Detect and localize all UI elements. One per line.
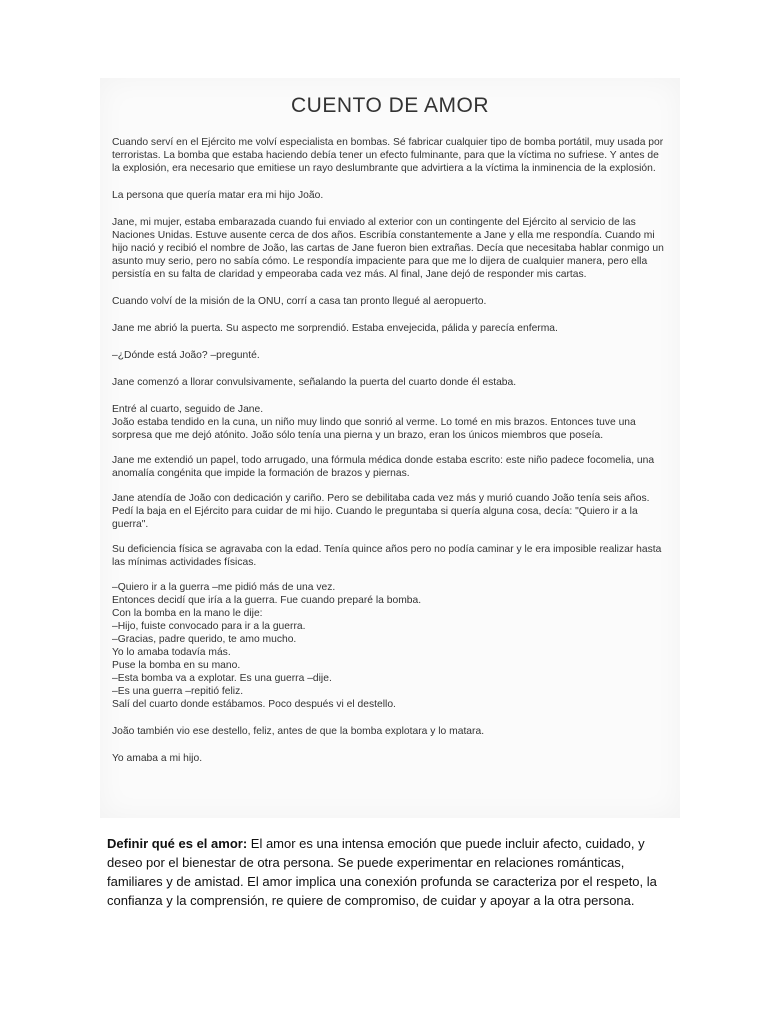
love-definition	[107, 834, 673, 910]
story-title: CUENTO DE AMOR	[291, 94, 489, 117]
dialogue-line: Salí del cuarto donde estábamos. Poco después vi el destello.	[112, 699, 396, 710]
story-paragraph-8	[112, 403, 668, 442]
dialogue-line: –Gracias, padre querido, te amo mucho.	[112, 634, 297, 645]
story-paragraph-10: Jane atendía de João con dedicación y cariño. Pero se debilitaba cada vez más y murió cuando João tenía seis años. Pedí la baja en el Ejército para cuidar de mi hijo. Cuando le preguntaba si quería alguna cosa, decía: "Quiero ir a la guerra".	[112, 493, 650, 530]
dialogue-line: Yo lo amaba todavía más.	[112, 647, 231, 658]
dialogue-line: –Hijo, fuiste convocado para ir a la guerra.	[112, 621, 306, 632]
story-paragraph-1: Cuando serví en el Ejército me volví especialista en bombas. Sé fabricar cualquier tipo de bomba portátil, muy usada por terroristas. La bomba que estaba haciendo debía tener un efecto fulminante, para que la víctima no sufriese. Y antes de la explosión, era necesario que emitiese un rayo deslumbrante que advirtiera a la víctima la inminencia de la explosión.	[112, 137, 664, 174]
dialogue-line: Puse la bomba en su mano.	[112, 660, 241, 671]
story-paragraph-2: La persona que quería matar era mi hijo João.	[112, 190, 324, 201]
story-line-enter-room: Entré al cuarto, seguido de Jane.	[112, 404, 264, 415]
story-paragraph-5: Jane me abrió la puerta. Su aspecto me sorprendió. Estaba envejecida, pálida y parecía enferma.	[112, 323, 558, 334]
definition-text: El amor es una intensa emoción que puede incluir afecto, cuidado, y deseo por el bienestar de otra persona. Se puede experimentar en relaciones románticas, familiares y de amistad. El amor implica una conexión profunda se caracteriza por el respeto, la confianza y la comprensión, re quiere de compromiso, de cuidar y apoyar a la otra persona.	[107, 836, 657, 908]
story-paragraph-11: Su deficiencia física se agravaba con la edad. Tenía quince años pero no podía caminar y le era imposible realizar hasta las mínimas actividades físicas.	[112, 544, 662, 568]
story-body	[112, 136, 668, 779]
story-paragraph-7: Jane comenzó a llorar convulsivamente, señalando la puerta del cuarto donde él estaba.	[112, 377, 517, 388]
dialogue-line: Con la bomba en la mano le dije:	[112, 608, 263, 619]
story-paragraph-6: –¿Dónde está João? –pregunté.	[112, 350, 260, 361]
dialogue-line: –Es una guerra –repitió feliz.	[112, 686, 244, 697]
story-ending-2: Yo amaba a mi hijo.	[112, 753, 203, 764]
story-line-joao-crib: João estaba tendido en la cuna, un niño muy lindo que sonrió al verme. Lo tomé en mis brazos. Entonces tuve una sorpresa que me dejó atónito. João sólo tenía una pierna y un brazo, eran los únicos miembros que poseía.	[112, 417, 636, 441]
story-paragraph-4: Cuando volví de la misión de la ONU, corrí a casa tan pronto llegué al aeropuerto.	[112, 296, 487, 307]
story-dialogue	[112, 581, 668, 711]
story-paragraph-3: Jane, mi mujer, estaba embarazada cuando fui enviado al exterior con un contingente del Ejército al servicio de las Naciones Unidas. Estuve ausente cerca de dos años. Escribía constantemente a Jane y ella me respondía. Cuando mi hijo nació y recibió el nombre de João, las cartas de Jane fueron bien extrañas. Decía que necesitaba hablar conmigo un asunto muy serio, pero no sabía cómo. Le respondía impaciente para que me lo dijera de cualquier manera, pero ella persistía en su falta de claridad y empeoraba cada vez más. Al final, Jane dejó de responder mis cartas.	[112, 217, 664, 280]
dialogue-line: –Quiero ir a la guerra –me pidió más de una vez.	[112, 582, 336, 593]
dialogue-line: Entonces decidí que iría a la guerra. Fue cuando preparé la bomba.	[112, 595, 422, 606]
scanned-story-image	[100, 78, 680, 818]
story-ending-1: João también vio ese destello, feliz, antes de que la bomba explotara y lo matara.	[112, 726, 485, 737]
definition-label: Definir qué es el amor:	[107, 836, 248, 851]
story-paragraph-9: Jane me extendió un papel, todo arrugado, una fórmula médica donde estaba escrito: este niño padece focomelia, una anomalía congénita que impide la formación de brazos y piernas.	[112, 455, 655, 479]
dialogue-line: –Esta bomba va a explotar. Es una guerra –dije.	[112, 673, 332, 684]
